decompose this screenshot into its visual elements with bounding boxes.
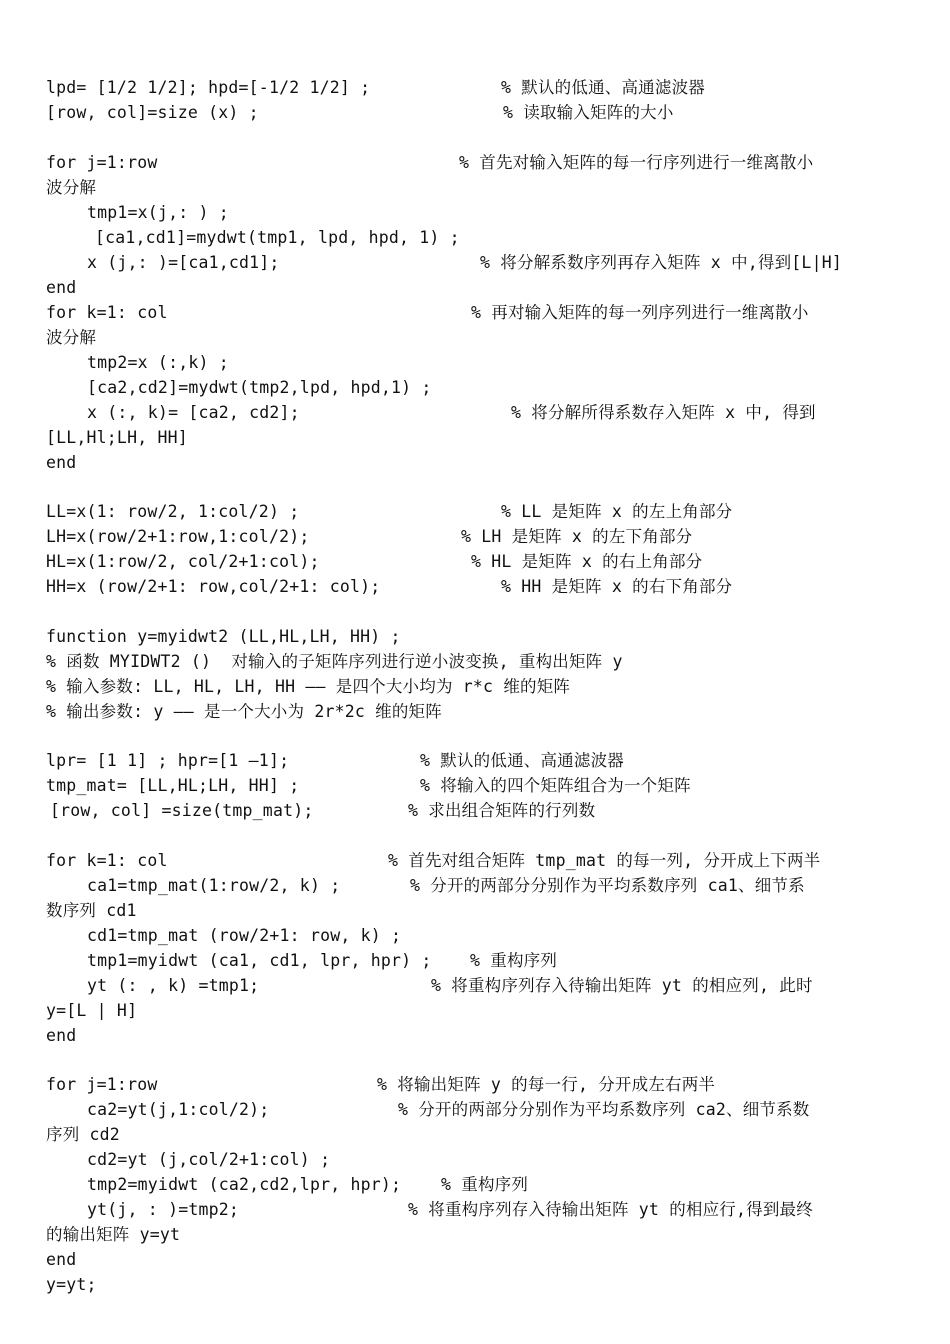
code-line: cd1=tmp_mat (row/2+1: row, k) ; (87, 926, 402, 945)
code-line: lpr= [1 1] ; hpr=[1 —1]; (46, 751, 290, 770)
code-comment: % 读取输入矩阵的大小 (503, 103, 674, 122)
code-comment: % 默认的低通、高通滤波器 (501, 78, 705, 97)
code-line: cd2=yt (j,col/2+1:col) ; (87, 1150, 331, 1169)
code-line: LL=x(1: row/2, 1:col/2) ; (46, 502, 300, 521)
code-line: HL=x(1:row/2, col/2+1:col); (46, 552, 320, 571)
code-comment: % 分开的两部分分别作为平均系数序列 ca2、细节系数 (398, 1100, 810, 1119)
code-line: tmp1=myidwt (ca1, cd1, lpr, hpr) ; (87, 951, 432, 970)
code-line: for k=1: col (46, 851, 168, 870)
code-comment-continued: 的输出矩阵 y=yt (46, 1225, 181, 1244)
code-line: end (46, 1026, 77, 1045)
code-comment: % LH 是矩阵 x 的左下角部分 (461, 527, 693, 546)
code-line: for j=1:row (46, 153, 158, 172)
code-comment: % 首先对输入矩阵的每一行序列进行一维离散小 (459, 153, 814, 172)
code-comment: % 首先对组合矩阵 tmp_mat 的每一列, 分开成上下两半 (388, 851, 821, 870)
code-line: tmp_mat= [LL,HL;LH, HH] ; (46, 776, 300, 795)
code-comment: % 重构序列 (470, 951, 558, 970)
code-line: lpd= [1/2 1/2]; hpd=[-1/2 1/2] ; (46, 78, 371, 97)
code-line: ca2=yt(j,1:col/2); (87, 1100, 270, 1119)
code-comment: % LL 是矩阵 x 的左上角部分 (501, 502, 733, 521)
code-line: HH=x (row/2+1: row,col/2+1: col); (46, 577, 381, 596)
code-line: [row, col]=size (x) ; (46, 103, 259, 122)
code-line: end (46, 278, 77, 297)
code-line: for k=1: col (46, 303, 168, 322)
code-comment-continued: 波分解 (46, 178, 97, 197)
code-line: y=yt; (46, 1275, 97, 1294)
code-comment-continued: y=[L | H] (46, 1001, 138, 1020)
code-line: x (:, k)= [ca2, cd2]; (87, 403, 300, 422)
code-comment-continued: [LL,Hl;LH, HH] (46, 428, 188, 447)
code-comment: % 函数 MYIDWT2 () 对输入的子矩阵序列进行逆小波变换, 重构出矩阵 y (46, 652, 623, 671)
code-comment-continued: 波分解 (46, 328, 97, 347)
code-comment: % 输入参数: LL, HL, LH, HH —— 是四个大小均为 r*c 维的矩阵 (46, 677, 571, 696)
code-line: function y=myidwt2 (LL,HL,LH, HH) ; (46, 627, 401, 646)
code-comment: % 将分解所得系数存入矩阵 x 中, 得到 (511, 403, 816, 422)
code-comment-continued: 数序列 cd1 (46, 901, 137, 920)
code-line: tmp2=x (:,k) ; (87, 353, 229, 372)
code-comment: % 输出参数: y —— 是一个大小为 2r*2c 维的矩阵 (46, 702, 442, 721)
code-line: LH=x(row/2+1:row,1:col/2); (46, 527, 310, 546)
code-line: for j=1:row (46, 1075, 158, 1094)
code-comment: % 默认的低通、高通滤波器 (420, 751, 624, 770)
code-line: [ca1,cd1]=mydwt(tmp1, lpd, hpd, 1) ; (95, 228, 460, 247)
code-comment: % 将输入的四个矩阵组合为一个矩阵 (420, 776, 691, 795)
code-line: end (46, 1250, 77, 1269)
code-comment: % 再对输入矩阵的每一列序列进行一维离散小 (471, 303, 809, 322)
code-comment-continued: 序列 cd2 (46, 1125, 120, 1144)
code-line: tmp2=myidwt (ca2,cd2,lpr, hpr); (87, 1175, 402, 1194)
code-comment: % HH 是矩阵 x 的右下角部分 (501, 577, 733, 596)
code-line: x (j,: )=[ca1,cd1]; (87, 253, 280, 272)
code-comment: % 分开的两部分分别作为平均系数序列 ca1、细节系 (410, 876, 805, 895)
code-line: tmp1=x(j,: ) ; (87, 203, 229, 222)
code-comment: % HL 是矩阵 x 的右上角部分 (471, 552, 703, 571)
code-line: yt (: , k) =tmp1; (87, 976, 260, 995)
code-comment: % 重构序列 (441, 1175, 529, 1194)
code-comment: % 将分解系数序列再存入矩阵 x 中,得到[L|H] (480, 253, 842, 272)
code-comment: % 求出组合矩阵的行列数 (408, 801, 596, 820)
code-line: [ca2,cd2]=mydwt(tmp2,lpd, hpd,1) ; (87, 378, 432, 397)
code-comment: % 将重构序列存入待输出矩阵 yt 的相应行,得到最终 (408, 1200, 813, 1219)
code-line: end (46, 453, 77, 472)
code-line: yt(j, : )=tmp2; (87, 1200, 240, 1219)
code-comment: % 将输出矩阵 y 的每一行, 分开成左右两半 (377, 1075, 716, 1094)
code-comment: % 将重构序列存入待输出矩阵 yt 的相应列, 此时 (431, 976, 813, 995)
code-line: [row, col] =size(tmp_mat); (50, 801, 314, 820)
code-line: ca1=tmp_mat(1:row/2, k) ; (87, 876, 341, 895)
